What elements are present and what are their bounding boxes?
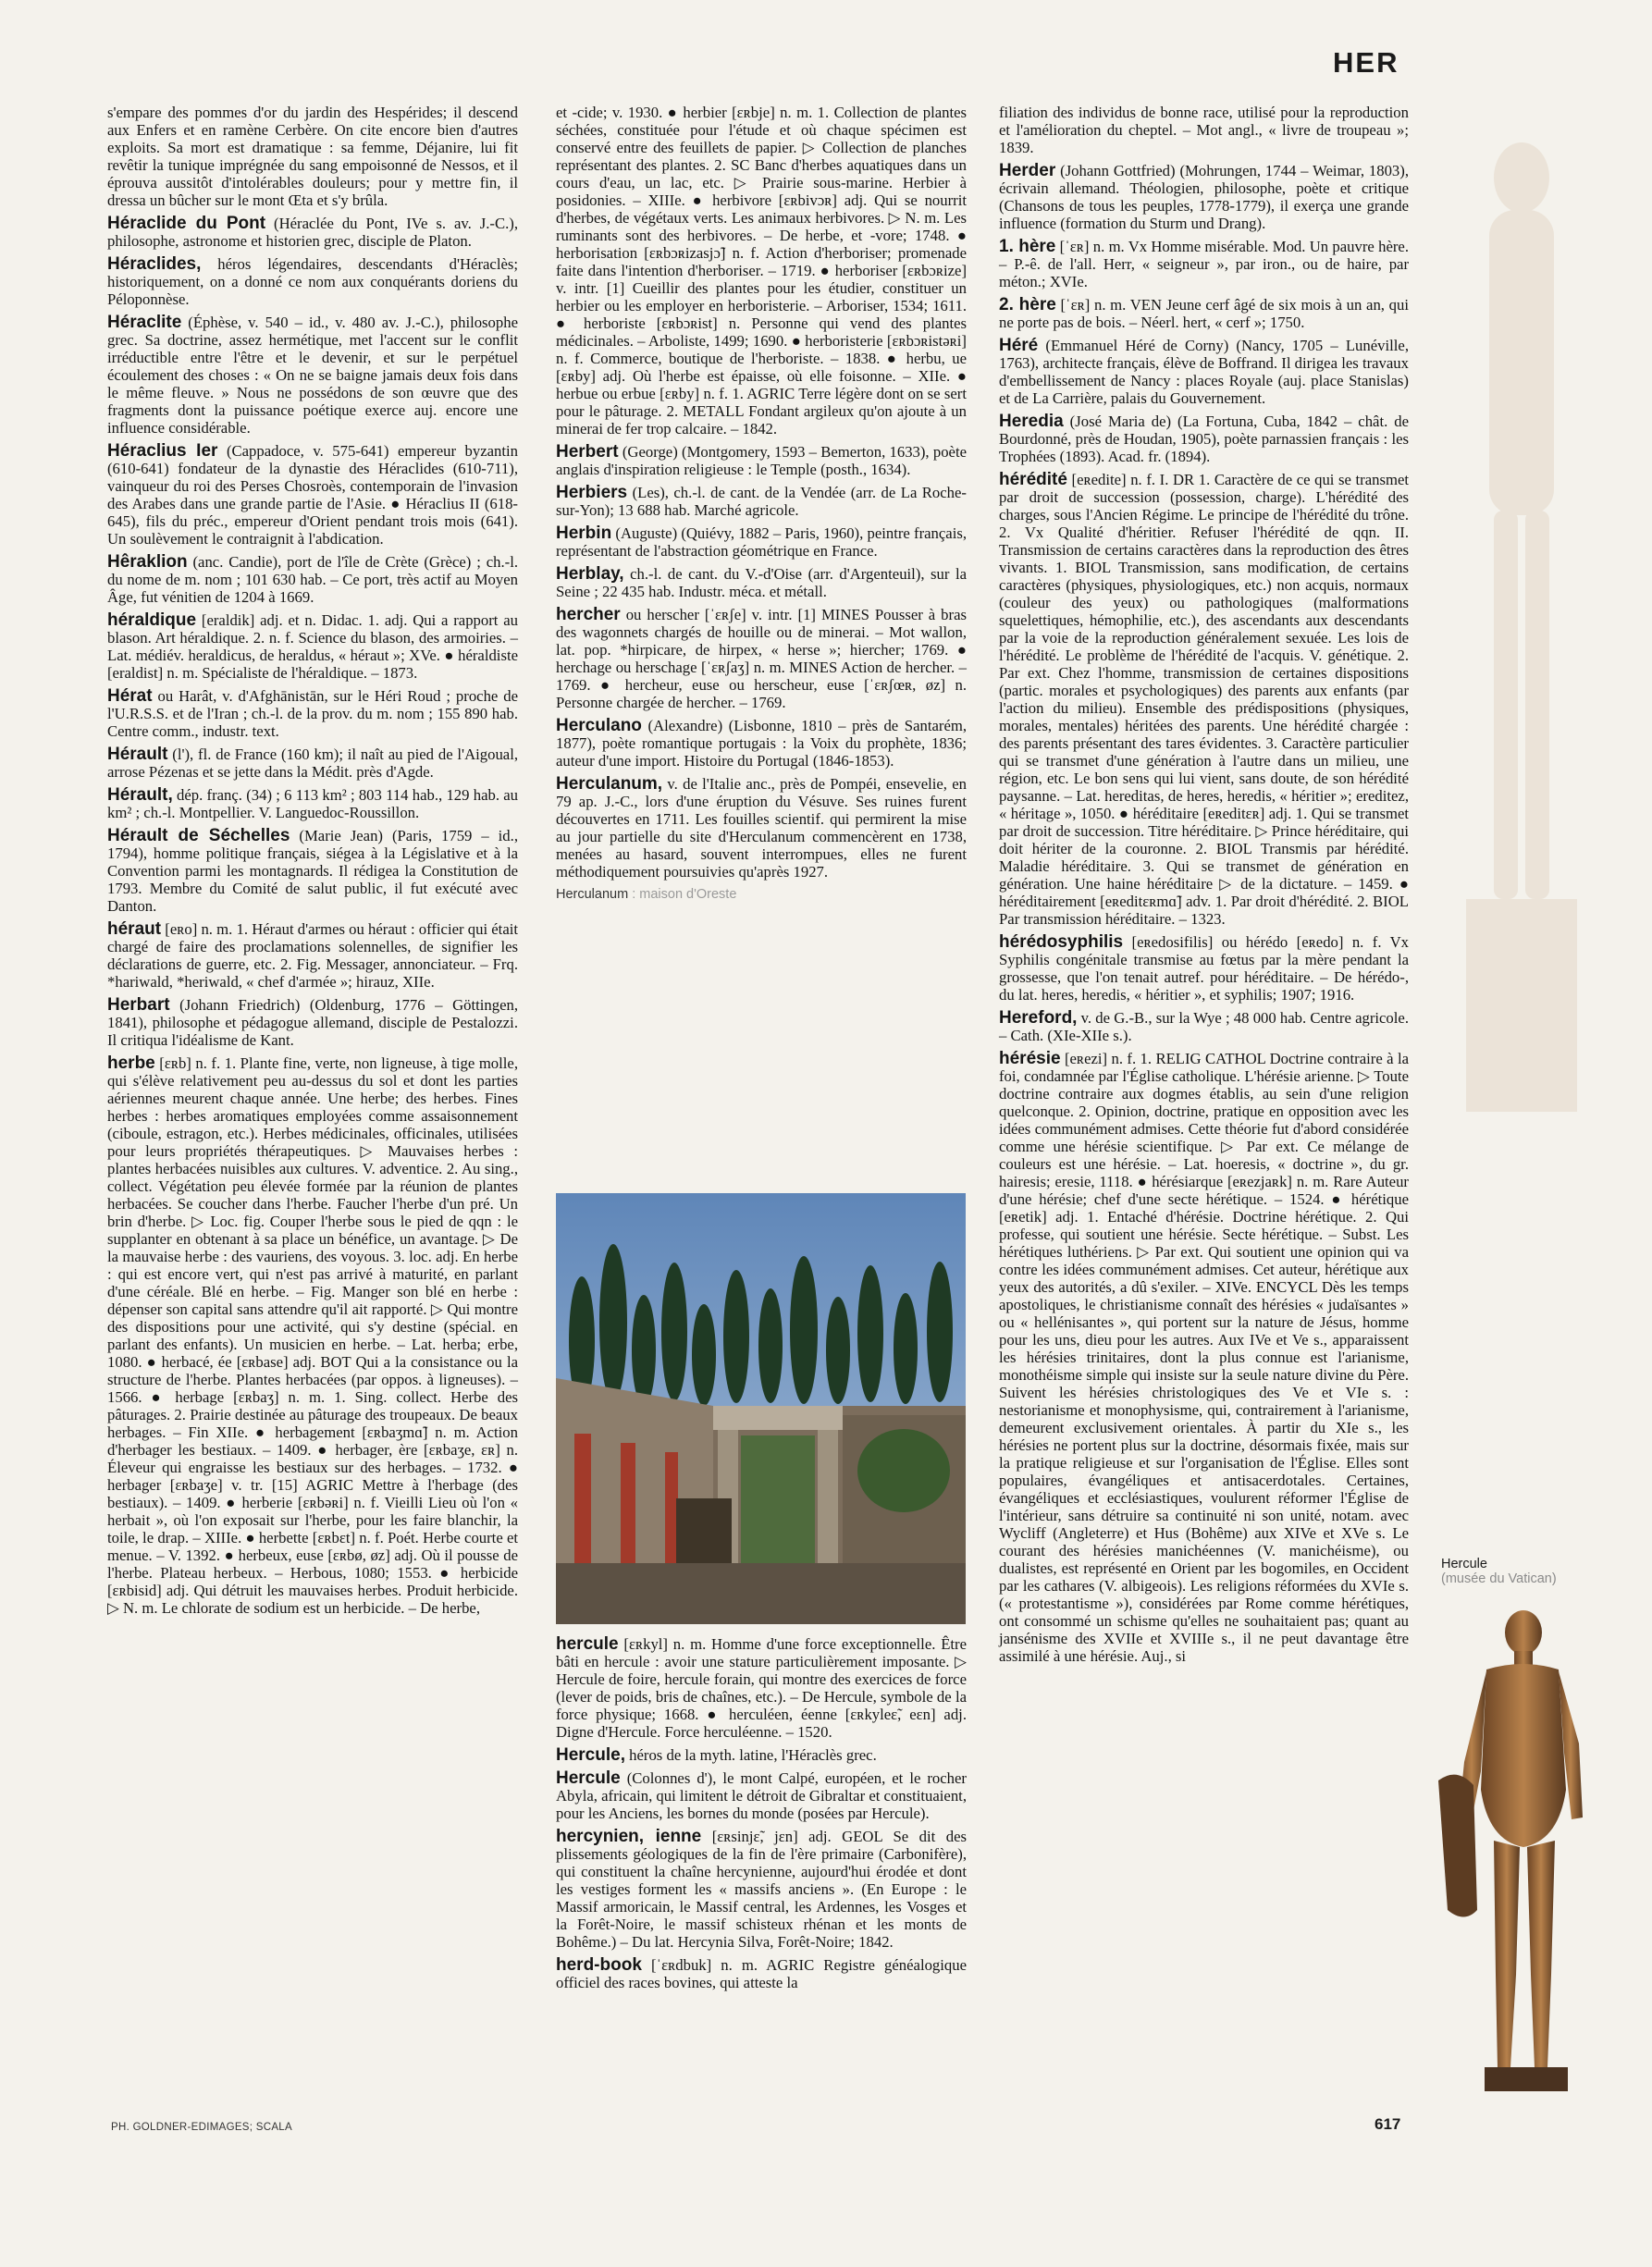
dictionary-entry bbox=[999, 104, 1409, 156]
entry-definition: [ˈɛʀ] n. m. VEN Jeune cerf âgé de six mois à un an, qui ne porte pas de bois. – Néerl. hert, « cerf »; 1750. bbox=[999, 296, 1409, 331]
photo-credit: PH. GOLDNER-EDIMAGES; SCALA bbox=[111, 2122, 292, 2133]
dictionary-entry bbox=[107, 1054, 518, 1617]
dictionary-entry bbox=[556, 524, 967, 560]
dictionary-entry bbox=[556, 1746, 967, 1764]
entry-definition: (Johann Gottfried) (Mohrungen, 1744 – Weimar, 1803), écrivain allemand. Théologien, philosophe, poète et critique (Chansons de tous les peuples, 1778-1779), il exerça une grande influence (formation du Sturm und Drang). bbox=[999, 162, 1409, 232]
column-1 bbox=[107, 104, 518, 1622]
entry-definition: [eraldik] adj. et n. Didac. 1. adj. Qui a rapport au blason. Art héraldique. 2. n. f. Science du blason, des armoiries. – Lat. médiév. heraldicus, de heraldus, « héraut »; XVe. ● héraldiste [eraldist] n. m. Spécialiste de l'héraldique. – 1873. bbox=[107, 611, 518, 682]
entry-headword: herbe bbox=[107, 1053, 155, 1073]
entry-definition: s'empare des pommes d'or du jardin des Hespérides; il descend aux Enfers et en ramène Cerbère. On cite encore bien d'autres exploits. Sa mort est dramatique : sa femme, Déjanire, lui fit revêtir la tunique imprégnée du sang empoisonné de Nessos, et il éprouva aussitôt d'intolérables douleurs; pour y mettre fin, il dressa un bûcher sur le mont Œta et s'y brûla. bbox=[107, 104, 518, 209]
entry-headword: Héraclide du Pont bbox=[107, 214, 266, 233]
entry-headword: Herbiers bbox=[556, 483, 628, 502]
entry-headword: Héraclius Ier bbox=[107, 441, 218, 461]
entry-definition: (anc. Candie), port de l'île de Crète (Grèce) ; ch.-l. du nome de m. nom ; 101 630 hab. – Ce port, très actif au Moyen Âge, fut vénitien de 1204 à 1669. bbox=[107, 553, 518, 606]
entry-headword: Heredia bbox=[999, 412, 1064, 431]
entry-definition: dép. franç. (34) ; 6 113 km² ; 803 114 hab., 129 hab. au km² ; ch.-l. Montpellier. V. Languedoc-Roussillon. bbox=[107, 786, 518, 821]
entry-headword: Hercule bbox=[556, 1768, 621, 1788]
dictionary-entry bbox=[556, 565, 967, 600]
photo-caption-desc: maison d'Oreste bbox=[639, 887, 737, 902]
dictionary-entry bbox=[556, 717, 967, 770]
dictionary-entry bbox=[107, 786, 518, 821]
entry-definition: (l'), fl. de France (160 km); il naît au pied de l'Aigoual, arrose Pézenas et se jette dans la Médit. près d'Agde. bbox=[107, 745, 518, 781]
dictionary-entry bbox=[556, 775, 967, 881]
entry-headword: Héraclite bbox=[107, 313, 182, 332]
photo-caption bbox=[556, 886, 967, 904]
entry-definition: (Éphèse, v. 540 – id., v. 480 av. J.-C.), philosophe grec. Sa doctrine, assez hermétique, met l'accent sur le conflit irréductible entre l'être et le devenir, et sur le perpétuel écoulement des choses : « On ne se baigne jamais deux fois dans le même fleuve. » Nous ne possédons de son œuvre que des fragments dont la puissance poétique exerce auj. encore une influence considérable. bbox=[107, 314, 518, 437]
entry-definition: ou Harât, v. d'Afghānistān, sur le Héri Roud ; proche de l'U.R.S.S. et de l'Iran ; ch.-l. de la prov. du m. nom ; 155 890 hab. Centre comm., industr. text. bbox=[107, 687, 518, 740]
dictionary-entry bbox=[107, 553, 518, 606]
photo-caption-place: Herculanum bbox=[556, 887, 629, 902]
entry-definition: filiation des individus de bonne race, utilisé pour la reproduction et l'amélioration du cheptel. – Mot angl., « livre de troupeau »; 1839. bbox=[999, 104, 1409, 156]
dictionary-entry bbox=[999, 1009, 1409, 1044]
entry-definition: (Les), ch.-l. de cant. de la Vendée (arr. de La Roche-sur-Yon); 13 688 hab. Marché agricole. bbox=[556, 484, 967, 519]
dictionary-entry bbox=[107, 104, 518, 209]
entry-definition: (Cappadoce, v. 575-641) empereur byzantin (610-641) fondateur de la dynastie des Héraclides (610-711), vainqueur du roi des Perses Chosroès, contemporain de l'invasion des Arabes dans une grande partie de l'Asie. ● Héraclius II (618-645), fils du préc., empereur d'Orient pendant trois mois (641). Un soulèvement le contraignit à l'abdication. bbox=[107, 442, 518, 548]
entry-headword: Hérault, bbox=[107, 785, 173, 805]
entry-definition: et -cide; v. 1930. ● herbier [ɛʀbje] n. m. 1. Collection de plantes séchées, constituée pour l'étude et où chaque spécimen est conservé entre des feuillets de papier. ▷ Collection de planches représentant des plantes. 2. SC Banc d'herbes aquatiques dans un cours d'eau, un lac, etc. ▷ Prairie sous-marine. Herbier à posidonies. – XIIIe. ● herbivore [ɛʀbivɔʀ] adj. Qui se nourrit d'herbes, de végétaux verts. Les animaux herbivores. ▷ N. m. Les ruminants sont des herbivores. – De herbe, et -vore; 1748. ● herborisation [ɛʀbɔʀizasjɔ̃] n. f. Action d'herboriser; promenade faite dans l'intention d'herboriser. – 1719. ● herboriser [ɛʀbɔʀize] v. intr. [1] Cueillir des plantes pour les étudier, constituer un herbier ou les employer en herboristerie. – Arboriser, 1534; 1611. ● herboriste [ɛʀbɔʀist] n. Personne qui vend des plantes médicinales. – Arboliste, 1499; 1690. ● herboristerie [ɛʀbɔʀistəʀi] n. f. Commerce, boutique de l'herboriste. – 1838. ● herbu, ue [ɛʀby] adj. Où l'herbe est épaisse, où elle foisonne. – XIIe. ● herbue ou erbue [ɛʀby] n. f. 1. AGRIC Terre légère dont on se sert pour le pâturage. 2. METALL Fondant argileux qu'on ajoute à un minerai de fer trop calcaire. – 1842. bbox=[556, 104, 967, 437]
entry-definition: [ˈɛʀdbuk] n. m. AGRIC Registre généalogique officiel des races bovines, qui atteste la bbox=[556, 1956, 967, 1991]
entry-definition: (Colonnes d'), le mont Calpé, européen, et le rocher Abyla, africain, qui limitent le détroit de Gibraltar et constituaient, pour les Anciens, les bornes du monde (posées par Hercule). bbox=[556, 1769, 967, 1822]
entry-headword: Hercule, bbox=[556, 1745, 625, 1765]
entry-headword: hérésie bbox=[999, 1049, 1061, 1068]
dictionary-entry bbox=[999, 337, 1409, 407]
dictionary-entry bbox=[999, 933, 1409, 1004]
entry-headword: Herculano bbox=[556, 716, 642, 735]
entry-headword: Herbin bbox=[556, 524, 612, 543]
entry-headword: Herblay, bbox=[556, 564, 624, 584]
entry-headword: Héré bbox=[999, 336, 1039, 355]
dictionary-entry bbox=[556, 484, 967, 519]
statue-caption-location: (musée du Vatican) bbox=[1441, 1571, 1557, 1586]
entry-definition: (Marie Jean) (Paris, 1759 – id., 1794), homme politique français, siégea à la Législative et à la Convention parmi les montagnards. Il rédigea la Constitution de 1793. Membre du Comité de salut public, il fut exécuté avec Danton. bbox=[107, 827, 518, 915]
ghost-statue-show-through bbox=[1438, 104, 1605, 1130]
entry-definition: [ˈɛʀ] n. m. Vx Homme misérable. Mod. Un pauvre hère. – P.-ê. de l'all. Herr, « seigneur », par iron., ou de haire, par méton.; XVIe. bbox=[999, 238, 1409, 290]
column-3 bbox=[999, 104, 1409, 1670]
entry-definition: [ɛʀkyl] n. m. Homme d'une force exceptionnelle. Être bâti en hercule : avoir une stature particulièrement imposante. ▷ Hercule de foire, hercule forain, qui montre des exercices de force (lever de poids, bris de chaînes, etc.). – De Hercule, symbole de la force physique; 1668. ● herculéen, éenne [ɛʀkyleɛ̃, eɛn] adj. Digne d'Hercule. Force herculéenne. – 1520. bbox=[556, 1635, 967, 1741]
statue-caption bbox=[1441, 1557, 1557, 1586]
dictionary-entry bbox=[556, 1828, 967, 1951]
entry-headword: Herbart bbox=[107, 995, 170, 1015]
entry-headword: hérédité bbox=[999, 470, 1067, 489]
dictionary-entry bbox=[556, 1769, 967, 1822]
dictionary-entry bbox=[107, 996, 518, 1049]
entry-definition: [eʀo] n. m. 1. Héraut d'armes ou héraut : officier qui était chargé de faire des proclamations solennelles, de signifier les déclarations de guerre, etc. 2. Fig. Messager, annonciateur. – Frq. *hariwald, *heriwald, « chef d'armée »; hirauz, XIIe. bbox=[107, 920, 518, 991]
entry-definition: [eʀedite] n. f. I. DR 1. Caractère de ce qui se transmet par droit de succession (possession, charge). L'hérédité des charges, sous l'Ancien Régime. Le principe de l'hérédité du trône. 2. Vx Qualité d'héritier. Refuser l'hérédité de qqn. II. Transmission de certains caractères dans la reproduction des êtres vivants. 1. BIOL Transmission, sans modification, de certains caractères (physiques, physiologiques, etc.) non acquis, normaux (couleur des yeux) ou pathologiques (malformations squelettiques, hémophilie, etc.), des ascendants aux descendants par la voie de la reproduction généralement sexuée. Les lois de l'hérédité. Le problème de l'hérédité de l'acquis. V. génétique. 2. Par ext. Chez l'homme, transmission de certaines dispositions (partic. morales et psychologiques) des parents aux enfants (par l'action du milieu). Ensemble des prédispositions (physiques, morales, mentales) héritées des parents. Une hérédité chargée : des parents présentant des tares évidentes. 3. Caractère particulier qui se transmet d'une génération à l'autre dans un milieu, une région, etc. Le bon sens qui lui vient, sans doute, de son hérédité paysanne. – Lat. hereditas, de heres, heredis, « héritier »; ereditez, « héritage », 1050. ● héréditaire [eʀeditɛʀ] adj. 1. Qui se transmet par droit de succession. Titre héréditaire. ▷ Prince héréditaire, qui doit hériter de la couronne. 2. BIOL Transmis par hérédité. Maladie héréditaire. 3. Qui se transmet de génération en génération. Une haine héréditaire ▷ de la dictature. – 1459. ● héréditairement [eʀeditɛʀmɑ̃] adv. 1. Par droit d'hérédité. 2. BIOL Par transmission héréditaire. – 1323. bbox=[999, 471, 1409, 928]
dictionary-entry bbox=[107, 827, 518, 915]
dictionary-entry bbox=[107, 611, 518, 682]
herculaneum-photo bbox=[556, 1193, 966, 1624]
entry-headword: hercher bbox=[556, 605, 621, 624]
entry-definition: (Alexandre) (Lisbonne, 1810 – près de Santarém, 1877), poète romantique portugais : la Voix du prophète, 1836; auteur d'une import. Histoire du Portugal (1846-1853). bbox=[556, 717, 967, 770]
dictionary-entry bbox=[999, 471, 1409, 928]
dictionary-entry bbox=[556, 1956, 967, 1991]
entry-definition: [eʀedosifilis] ou hérédo [eʀedo] n. f. Vx Syphilis congénitale transmise au fœtus par la mère pendant la grossesse, que l'on tenait autref. pour héréditaire. – De hérédo-, du lat. heres, heredis, « héritier », et syphilis; 1907; 1916. bbox=[999, 933, 1409, 1004]
entry-definition: (Johann Friedrich) (Oldenburg, 1776 – Göttingen, 1841), philosophe et pédagogue allemand, disciple de Pestalozzi. Il critiqua l'idéalisme de Kant. bbox=[107, 996, 518, 1049]
entry-headword: herd-book bbox=[556, 1955, 642, 1975]
dictionary-entry bbox=[556, 443, 967, 478]
entry-headword: Herculanum, bbox=[556, 774, 663, 794]
entry-headword: Hérat bbox=[107, 686, 153, 706]
entry-definition: (Emmanuel Héré de Corny) (Nancy, 1705 – Lunéville, 1763), architecte français, élève de Boffrand. Il dirigea les travaux d'embellissement de Nancy : places Royale (auj. place Stanislas) et de La Carrière, palais du Gouvernement. bbox=[999, 337, 1409, 407]
entry-headword: Herbert bbox=[556, 442, 619, 462]
entry-definition: héros de la myth. latine, l'Héraclès grec. bbox=[624, 1746, 877, 1764]
column-2 bbox=[556, 104, 967, 913]
dictionary-entry bbox=[107, 215, 518, 250]
dictionary-entry bbox=[107, 920, 518, 991]
dictionary-entry bbox=[999, 413, 1409, 465]
dictionary-entry bbox=[556, 1635, 967, 1741]
entry-headword: hercule bbox=[556, 1634, 619, 1654]
entry-definition: (George) (Montgomery, 1593 – Bemerton, 1633), poète anglais d'inspiration religieuse : le Temple (posth., 1634). bbox=[556, 443, 967, 478]
entry-headword: Hérault de Séchelles bbox=[107, 826, 290, 845]
dictionary-entry bbox=[107, 314, 518, 437]
entry-definition: [ɛʀsinjɛ̃, jɛn] adj. GEOL Se dit des plissements géologiques de la fin de l'ère primaire (Carbonifère), qui constituent la chaîne hercynienne, aujourd'hui érodée et dont les vestiges forment les « massifs anciens ». (En Europe : le Massif armoricain, le Massif central, les Ardennes, les Vosges et la Forêt-Noire, le massif schisteux rhénan et les monts de Bohême.) – Du lat. Hercynia Silva, Forêt-Noire; 1842. bbox=[556, 1828, 967, 1951]
dictionary-entry bbox=[556, 606, 967, 711]
dictionary-entry bbox=[107, 255, 518, 308]
entry-definition: héros légendaires, descendants d'Héraclès; historiquement, on a donné ce nom aux conquérants doriens du Péloponnèse. bbox=[107, 255, 518, 308]
dictionary-entry bbox=[999, 1050, 1409, 1665]
page-number: 617 bbox=[1375, 2115, 1401, 2133]
dictionary-entry bbox=[107, 745, 518, 781]
dictionary-entry bbox=[556, 104, 967, 437]
photo-caption-separator: : bbox=[628, 887, 640, 902]
dictionary-entry bbox=[999, 162, 1409, 232]
entry-definition: ou herscher [ˈɛʀʃe] v. intr. [1] MINES Pousser à bras des wagonnets chargés de houille ou de minerai. – Mot wallon, lat. pop. *hirpicare, de hirpex, « herse »; hiercher; 1769. ● herchage ou herschage [ˈɛʀʃaʒ] n. m. MINES Action de hercher. – 1769. ● hercheur, euse ou herscheur, euse [ˈɛʀʃœʀ, øz] n. Personne chargée de hercher. – 1769. bbox=[556, 606, 967, 711]
dictionary-entry bbox=[999, 238, 1409, 290]
entry-headword: Héraclides, bbox=[107, 254, 202, 274]
entry-headword: hercynien, ienne bbox=[556, 1827, 702, 1846]
dictionary-entry bbox=[107, 442, 518, 548]
entry-definition: v. de l'Italie anc., près de Pompéi, ensevelie, en 79 ap. J.-C., lors d'une éruption du Vésuve. Ses ruines furent découvertes en 1711. Les fouilles scientif. qui permirent la mise au jour partielle du site d'Herculanum commencèrent en 1738, menées au hasard, souvent interrompues, elles ne furent méthodiquement poursuivies qu'après 1927. bbox=[556, 775, 967, 881]
dictionary-entry bbox=[999, 296, 1409, 331]
entry-headword: hérédosyphilis bbox=[999, 932, 1124, 952]
entry-headword: héraut bbox=[107, 919, 162, 939]
entry-definition: [ɛʀb] n. f. 1. Plante fine, verte, non ligneuse, à tige molle, qui s'élève relativement peu au-dessus du sol et dont les parties aériennes meurent chaque année. Une herbe; des herbes. Fines herbes : herbes aromatiques employées comme assaisonnement (ciboule, estragon, etc.). Herbes médicinales, officinales, utilisées pour leurs propriétés thérapeutiques. ▷ Mauvaises herbes : plantes herbacées nuisibles aux cultures. V. adventice. 2. Au sing., collect. Végétation peu élevée formée par la réunion de plantes herbacées. Se coucher dans l'herbe. Faucher l'herbe d'un pré. Un brin d'herbe. ▷ Loc. fig. Couper l'herbe sous le pied de qqn : le supplanter en obtenant à sa place un bénéfice, un avantage. ▷ De la mauvaise herbe : des vauriens, des voyous. 3. loc. adj. En herbe : qui est encore vert, qui n'est pas arrivé à maturité, en parlant d'une céréale. Blé en herbe. – Fig. Manger son blé en herbe : dépenser son capital sans attendre qu'il ait rapporté. ▷ Qui montre des dispositions pour une activité, qui s'y destine (spécial. en parlant des enfants). Un musicien en herbe. – Lat. herba; erbe, 1080. ● herbacé, ée [ɛʀbase] adj. BOT Qui a la consistance ou la structure de l'herbe. Plantes herbacées (par oppos. à ligneuses). – 1566. ● herbage [ɛʀbaʒ] n. m. 1. Sing. collect. Herbe des pâturages. 2. Prairie destinée au pâturage des troupeaux. De beaux herbages. – Fin XIIe. ● herbagement [ɛʀbaʒmɑ̃] n. m. Action d'herbager les bestiaux. – 1409. ● herbager, ère [ɛʀbaʒe, ɛʀ] n. Éleveur qui engraisse les bestiaux sur des herbages. – 1732. ● herbager [ɛʀbaʒe] v. tr. [15] AGRIC Mettre à l'herbage (des bestiaux). – 1409. ● herberie [ɛʀbəʀi] n. f. Vieilli Lieu où l'on « herbait », où l'on exposait sur l'herbe, pour les faire blanchir, la toile, le drap. – XIIIe. ● herbette [ɛʀbɛt] n. f. Poét. Herbe courte et menue. – V. 1392. ● herbeux, euse [ɛʀbø, øz] adj. Où il pousse de l'herbe. Plateau herbeux. – Herbous, 1080; 1553. ● herbicide [ɛʀbisid] adj. Qui détruit les mauvaises herbes. Produit herbicide. ▷ N. m. Le chlorate de sodium est un herbicide. – De herbe, bbox=[107, 1054, 518, 1617]
hercules-statue-image bbox=[1420, 1605, 1609, 2095]
entry-definition: (Héraclée du Pont, IVe s. av. J.-C.), philosophe, astronome et historien grec, disciple de Platon. bbox=[107, 215, 518, 250]
statue-caption-title: Hercule bbox=[1441, 1557, 1487, 1571]
column-2-lower bbox=[556, 1635, 967, 1997]
entry-definition: (Auguste) (Quiévy, 1882 – Paris, 1960), peintre français, représentant de l'abstraction géométrique en France. bbox=[556, 524, 967, 560]
dictionary-entry bbox=[107, 687, 518, 740]
entry-headword: 2. hère bbox=[999, 295, 1056, 314]
entry-definition: [eʀezi] n. f. 1. RELIG CATHOL Doctrine contraire à la foi, condamnée par l'Église catholique. L'hérésie arienne. ▷ Toute doctrine contraire aux dogmes établis, au sein d'une religion quelconque. 2. Opinion, doctrine, pratique en opposition avec les idées communément admises. Cette théorie fut d'abord considérée comme une hérésie scientifique. ▷ Par ext. Ce mélange de couleurs est une hérésie. – Lat. hoeresis, « doctrine », du gr. hairesis; eresie, 1118. ● hérésiarque [eʀezjaʀk] n. m. Rare Auteur d'une hérésie; chef d'une secte hérétique. – 1524. ● hérétique [eʀetik] adj. 1. Entaché d'hérésie. Doctrine hérétique. 2. Qui professe, qui soutient une hérésie. Secte hérétique. – Subst. Les hérétiques luthériens. ▷ Par ext. Qui soutient une opinion qui va contre les idées communément admises. Cet auteur, hérétique aux yeux des autorités, a dû s'exiler. – XIVe. ENCYCL Dès les temps apostoliques, le christianisme connaît des hérésies « judaïsantes » ou « hellénisantes », qui portent sur la nature de Jésus, homme pour les uns, dieu pour les autres. Aux IVe et Ve s., apparaissent les hérésies trinitaires, dont la plus connue est l'arianisme, monothéisme simple qui insiste sur la seule nature divine du Père. Suivent les hérésies christologiques des Ve et VIe s. : nestorianisme et monophysisme, qui, contrairement à l'arianisme, demeurent exclusivement orientales. À partir du XIe s., les hérésies ne portent plus sur la doctrine, désormais fixée, mais sur la pratique religieuse et sur l'organisation de l'Église. Elles sont populaires, évangéliques et antisacerdotales. Certaines, évangéliques et ecclésiastiques, voulurent réformer l'Église de l'intérieur, sans détruire sa continuité ni son unité, notam. avec Wycliff (Angleterre) et Hus (Bohême) aux XIVe et XVe s. Le courant des hérésies manichéennes (V. manichéisme), ou dualistes, est représenté en Orient par les bogomiles, en Occident par les cathares (V. albigeois). Les religions réformées du XVIe s. (« protestantisme »), considérées par Rome comme hérétiques, ont consommé un schisme qu'elles ne souhaitaient pas; quant au jansénisme des XVIIe et XVIIIe s., il ne peut davantage être assimilé à une hérésie. Auj., si bbox=[999, 1050, 1409, 1665]
entry-headword: Hereford, bbox=[999, 1008, 1078, 1028]
entry-definition: v. de G.-B., sur la Wye ; 48 000 hab. Centre agricole. – Cath. (XIe-XIIe s.). bbox=[999, 1009, 1409, 1044]
entry-headword: Hêraklion bbox=[107, 552, 188, 572]
entry-headword: héraldique bbox=[107, 610, 197, 630]
entry-definition: ch.-l. de cant. du V.-d'Oise (arr. d'Argenteuil), sur la Seine ; 22 435 hab. Industr. méca. et métall. bbox=[556, 565, 967, 600]
herculaneum-photo-drawing bbox=[556, 1193, 966, 1624]
running-head: HER bbox=[1333, 46, 1399, 79]
entry-headword: 1. hère bbox=[999, 237, 1056, 256]
entry-definition: (José Maria de) (La Fortuna, Cuba, 1842 – chât. de Bourdonné, près de Houdan, 1905), poète parnassien français : les Trophées (1893). Acad. fr. (1894). bbox=[999, 413, 1409, 465]
entry-headword: Herder bbox=[999, 161, 1056, 180]
entry-headword: Hérault bbox=[107, 745, 168, 764]
